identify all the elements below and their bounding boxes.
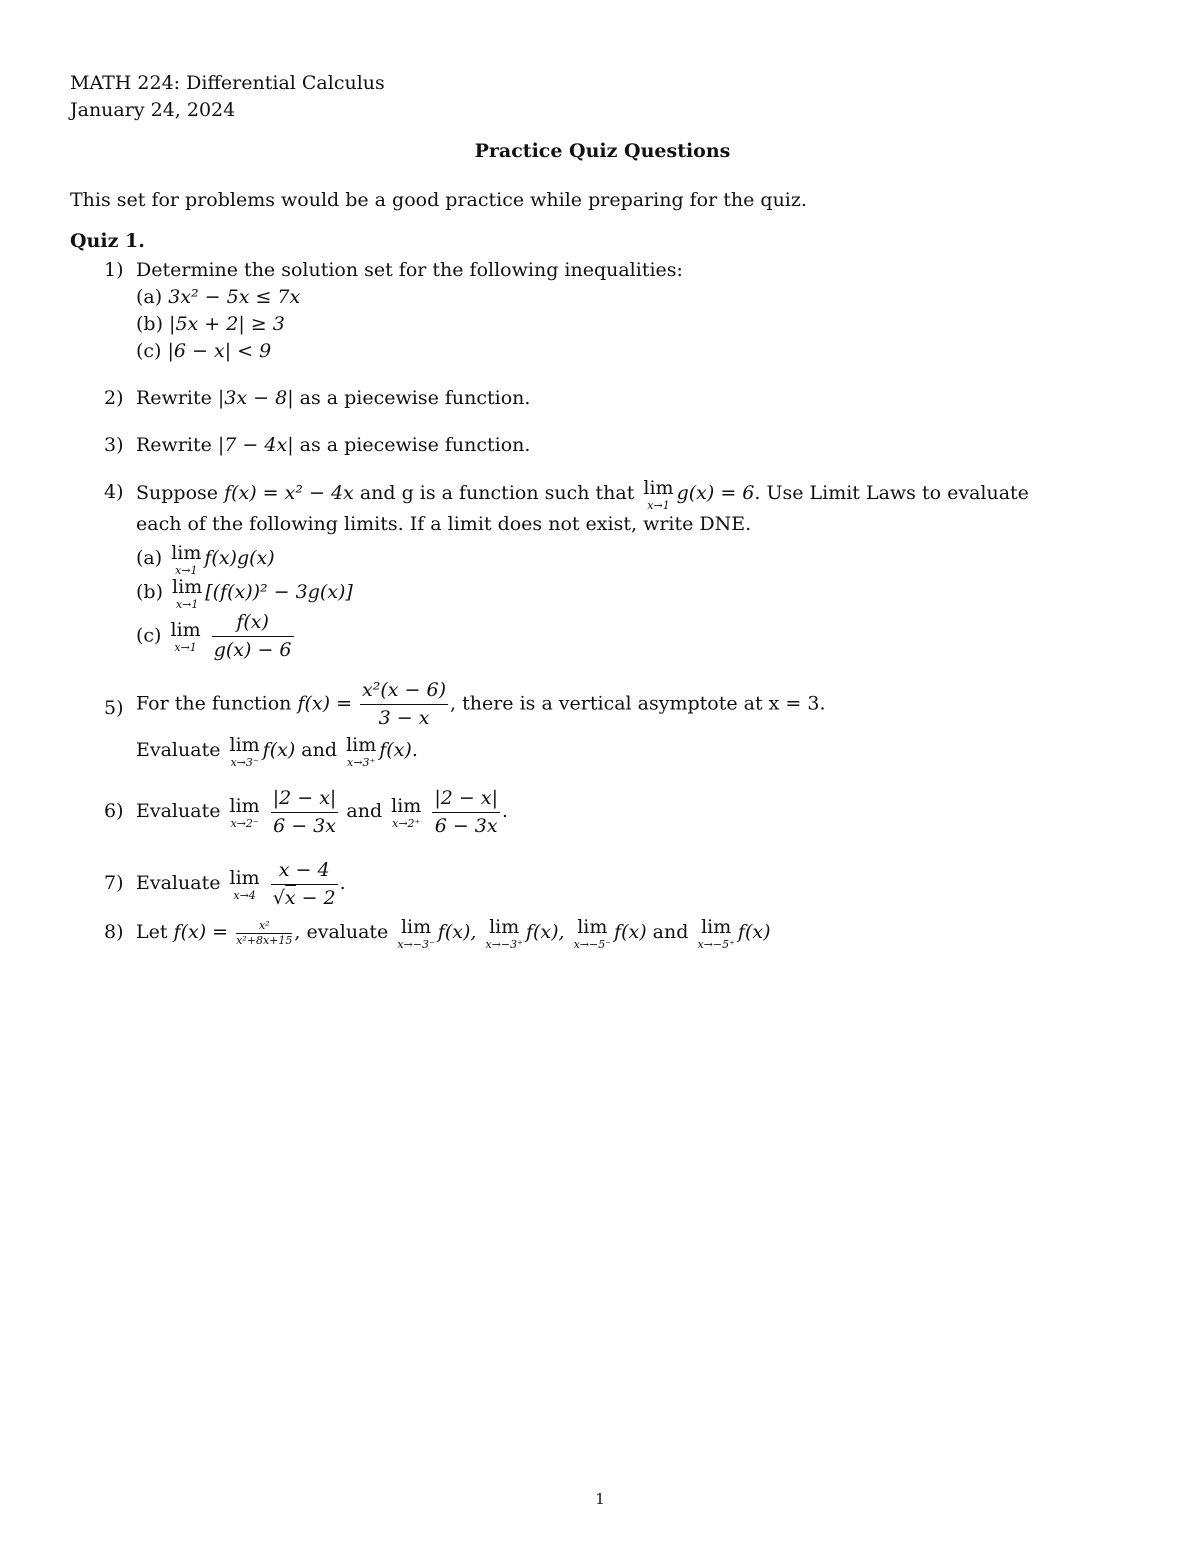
problem-number: 3) — [104, 434, 124, 456]
problem-number: 8) — [104, 921, 124, 943]
problem-1 — [70, 257, 1135, 365]
problem-part: (b) lim x→1 [(f(x))² − 3g(x)] — [136, 576, 353, 611]
sqrt-symbol: √ — [272, 886, 285, 909]
limit-operator: lim x→1 — [643, 477, 674, 512]
document-page — [70, 70, 1135, 954]
problem-text: each of the following limits. If a limit does not exist, write DNE. — [136, 513, 752, 535]
problem-part: (c) |6 − x| < 9 — [136, 340, 272, 362]
math-expression: |7 − 4x| — [217, 434, 294, 456]
problem-number: 5) — [104, 697, 124, 719]
page-number: 1 — [595, 1490, 605, 1508]
intro-text: This set for problems would be a good practice while preparing for the quiz. — [70, 189, 807, 211]
fraction: $\frac{x - 4}{√x - 2}$ — [272, 858, 336, 909]
math-expression: |3x − 8| — [217, 387, 294, 409]
fraction: $\frac{|2 - x|}{6 - 3x}$ — [272, 786, 337, 837]
problem-2: 2) Rewrite |3x − 8| as a piecewise function. — [70, 385, 1135, 412]
fraction: $\frac{\text{x²(x − 6)}}{3 - x}$ — [362, 679, 447, 729]
problem-4: 4) Suppose f(x) = x² − 4x and g is a function such that lim x→1 g(x) = 6. Use Limit Laws to evaluate each of the following limits. If a limit does not exist, write DNE. (a) lim x→1 f(x)g(x) (b) lim x→1 [(f(x))² − 3g(x)] (c) lim x→1 $\frac{f(x)}{g(x) - 6}$ — [70, 479, 1135, 668]
problem-part: (c) lim x→1 $\frac{f(x)}{g(x) - 6}$ — [136, 611, 292, 661]
fraction: $\frac{f(x)}{g(x) - 6}$ — [213, 611, 292, 661]
problem-part: (a) lim x→1 f(x)g(x) — [136, 542, 275, 577]
problem-number: 4) — [104, 481, 124, 503]
problem-5: 5) For the function f(x) = $\frac{\text{x²(x − 6)}}{3 - x}$ , there is a vertical asymptote at x = 3. Evaluate lim x→3⁻ f(x) and lim x→3⁺ f(x). — [104, 679, 826, 769]
problem-number: 6) — [104, 800, 124, 822]
fraction: $\frac{|2 - x|}{6 - 3x}$ — [434, 786, 498, 837]
problem-part: (a) 3x² − 5x ≤ 7x — [136, 286, 301, 308]
document-date: January 24, 2024 — [70, 99, 236, 121]
fraction: $\frac{\text{x²}}{\text{x²+8x+15}}$ — [236, 918, 293, 947]
course-name: MATH 224: Differential Calculus — [70, 72, 385, 94]
quiz-heading: Quiz 1. — [70, 230, 145, 252]
problem-8: 8) Let f(x) = $\frac{\text{x²}}{\text{x²+8x+15}}$ , evaluate lim x→−3⁻ f(x), lim x→−3⁺ f(x), lim x→−5⁻ f(x) and lim x→−5⁺ f(x) — [104, 916, 771, 951]
problem-part: (b) |5x + 2| ≥ 3 — [136, 313, 285, 335]
problem-number: 2) — [104, 387, 124, 409]
problem-6: 6) Evaluate lim x→2⁻ $\frac{|2 - x|}{6 - 3x}$ and lim x→2⁺ $\frac{|2 - x|}{6 - 3x}$ . — [70, 782, 1135, 840]
problem-number: 7) — [104, 872, 124, 894]
document-title: Practice Quiz Questions — [474, 140, 731, 162]
problem-number: 1) — [104, 259, 124, 281]
problem-text: Determine the solution set for the following inequalities: — [136, 259, 683, 281]
problem-3: 3) Rewrite |7 − 4x| as a piecewise function. — [70, 432, 1135, 459]
problem-7: 7) Evaluate lim x→4 $\frac{x - 4}{√x - 2}$ . — [70, 854, 1135, 912]
